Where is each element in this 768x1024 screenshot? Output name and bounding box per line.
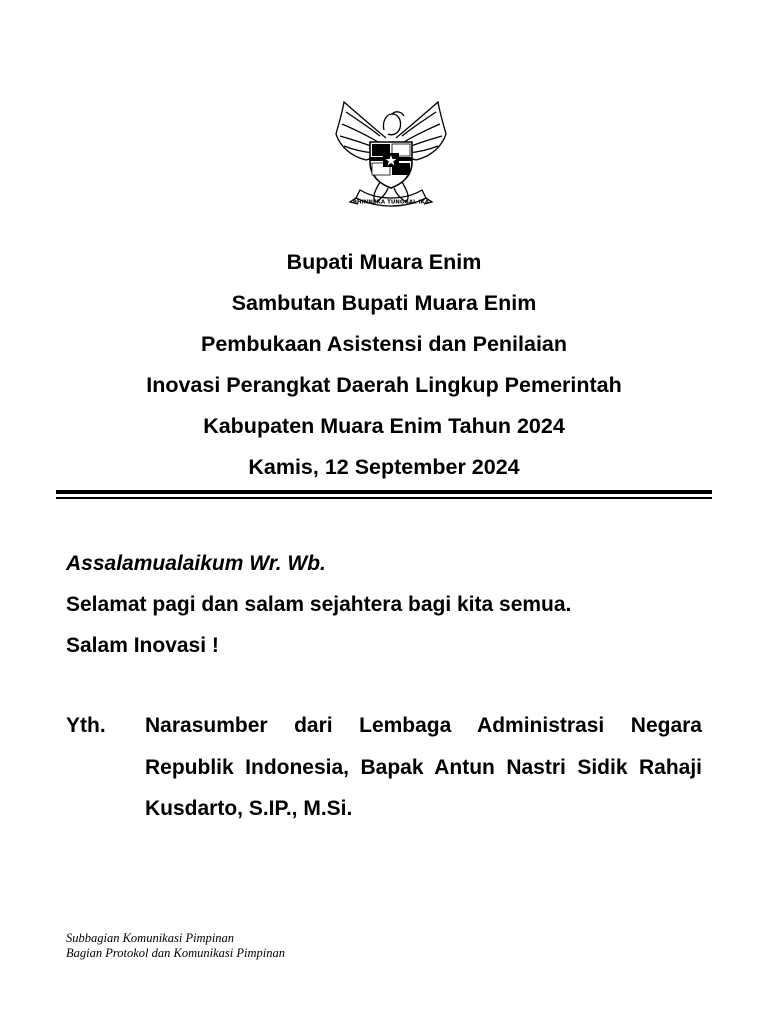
- greeting-salam: Assalamualaikum Wr. Wb.: [66, 552, 326, 575]
- divider-thick: [56, 490, 712, 494]
- svg-text:BHINNEKA TUNGGAL IKA: BHINNEKA TUNGGAL IKA: [352, 199, 430, 206]
- heading-line-5: Kabupaten Muara Enim Tahun 2024: [203, 414, 565, 438]
- greeting-inovasi: Salam Inovasi !: [66, 634, 219, 657]
- address-text: Narasumber dari Lembaga Administrasi Negara Republik Indonesia, Bapak Antun Nastri Sidik Rahaji Kusdarto, S.IP., M.Si.: [145, 714, 702, 820]
- heading-date: Kamis, 12 September 2024: [248, 455, 520, 479]
- footer-line-1: Subbagian Komunikasi Pimpinan: [66, 931, 235, 945]
- document-heading: [0, 242, 768, 488]
- greeting-pagi: Selamat pagi dan salam sejahtera bagi kita semua.: [66, 593, 572, 616]
- garuda-emblem-icon: [330, 98, 452, 214]
- heading-line-3: Pembukaan Asistensi dan Penilaian: [200, 332, 568, 356]
- divider-thin: [56, 497, 712, 499]
- heading-line-1: Bupati Muara Enim: [286, 250, 482, 274]
- footer: [66, 931, 285, 961]
- address-label: Yth.: [66, 714, 106, 737]
- heading-line-4: Inovasi Perangkat Daerah Lingkup Pemerintah: [146, 373, 622, 397]
- heading-line-2: Sambutan Bupati Muara Enim: [231, 291, 537, 315]
- footer-line-2: Bagian Protokol dan Komunikasi Pimpinan: [66, 946, 285, 960]
- greeting-block: [66, 543, 716, 666]
